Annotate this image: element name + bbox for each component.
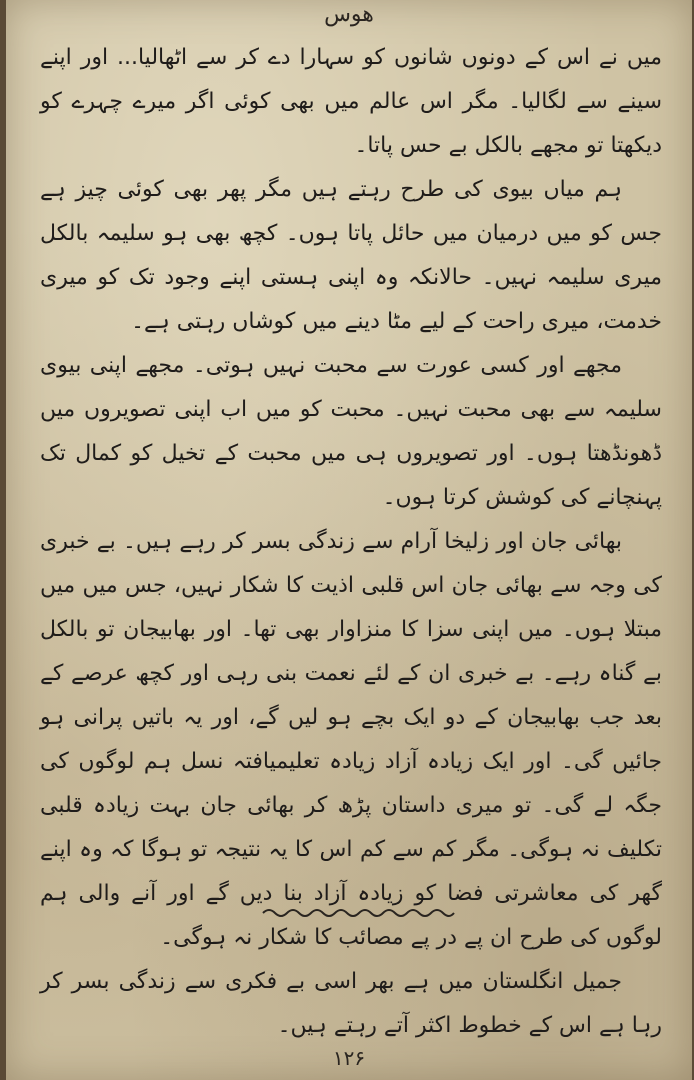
body-text	[40, 36, 662, 1048]
paragraph: میں نے اس کے دونوں شانوں کو سہارا دے کر سے اٹھالیا... اور اپنے سینے سے لگالیا۔ مگر اس عالم میں بھی کوئی اگر میرے چہرے کو دیکھتا تو مجھے بالکل بے حس پاتا۔	[40, 45, 662, 158]
paragraph: بھائی جان اور زلیخا آرام سے زندگی بسر کر رہے ہیں۔ بے خبری کی وجہ سے بھائی جان اس قلبی اذیت کا شکار نہیں، جس میں میں مبتلا ہوں۔ میں اپنی سزا کا منزاوار بھی تھا۔ اور بھابیجان تو بالکل بے گناہ رہے۔ بے خبری ان کے لئے نعمت بنی رہی اور کچھ عرصے کے بعد جب بھابیجان کے دو ایک بچے ہو لیں گے، اور یہ باتیں پرانی ہو جائیں گی۔ اور ایک زیادہ آزاد زیادہ تعلیمیافتہ نسل ہم لوگوں کی جگہ لے گی۔ تو میری داستان پڑھ کر بھائی جان بہت زیادہ قلبی تکلیف نہ ہوگی۔ مگر کم سے کم اس کا یہ نتیجہ تو ہوگا کہ وہ اپنے گھر کی معاشرتی فضا کو زیادہ آزاد بنا دیں گے اور آنے والی ہم لوگوں کی طرح ان پے در پے مصائب کا شکار نہ ہوگی۔	[40, 529, 662, 950]
paragraph: ہم میاں بیوی کی طرح رہتے ہیں مگر پھر بھی کوئی چیز ہے جس کو میں درمیان میں حائل پاتا ہوں۔ کچھ بھی ہو سلیمہ بالکل میری سلیمہ نہیں۔ حالانکہ وہ اپنی ہستی اپنے وجود تک کو میری خدمت، میری راحت کے لیے مٹا دینے میں کوشاں رہتی ہے۔	[40, 177, 662, 334]
paragraph: مجھے اور کسی عورت سے محبت نہیں ہوتی۔ مجھے اپنی بیوی سلیمہ سے بھی محبت نہیں۔ محبت کو میں اب اپنی تصویروں میں ڈھونڈھتا ہوں۔ اور تصویروں ہی میں محبت کے تخیل کو کمال تک پہنچانے کی کوشش کرتا ہوں۔	[40, 353, 662, 510]
book-page	[6, 0, 692, 1080]
running-header: ھوس	[324, 2, 374, 27]
paragraph: جمیل انگلستان میں ہے بھر اسی بے فکری سے زندگی بسر کر رہا ہے اس کے خطوط اکثر آتے رہتے ہیں۔	[40, 969, 662, 1038]
page-number: ۱۲۶	[332, 1046, 366, 1070]
wavy-divider	[261, 905, 456, 921]
